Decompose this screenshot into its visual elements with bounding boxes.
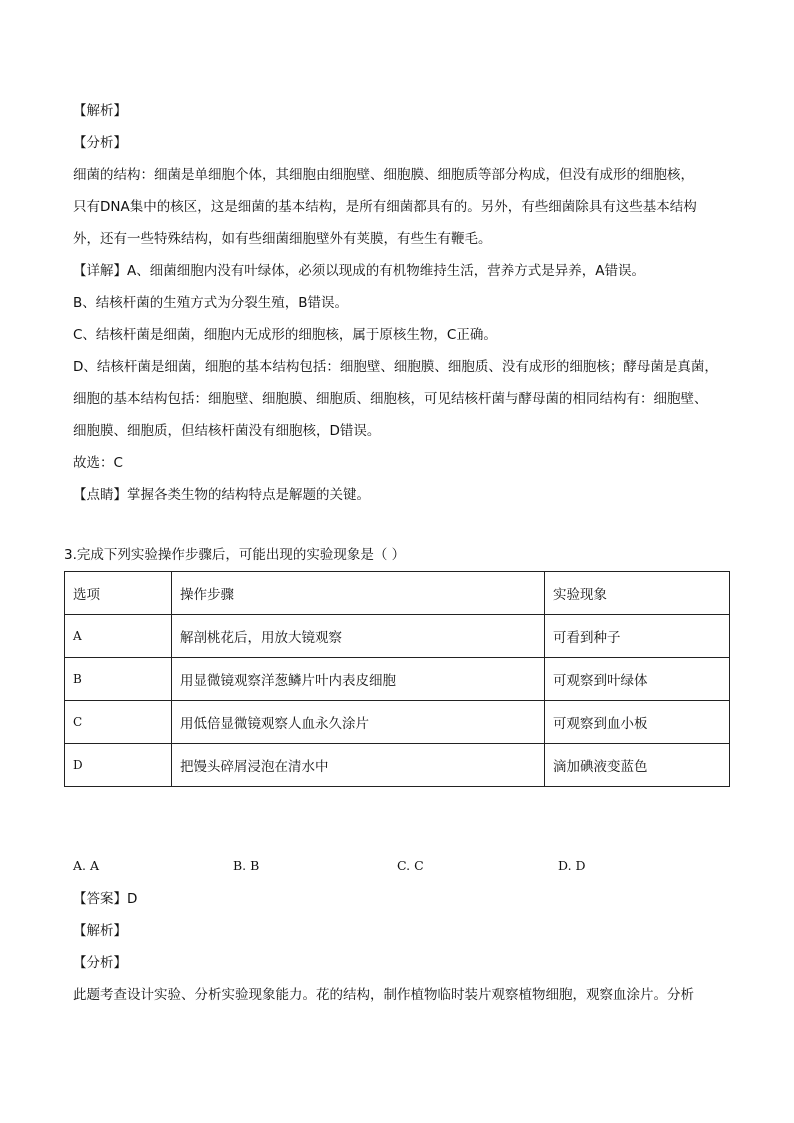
answer-option-c: C. C: [397, 858, 424, 873]
table-cell: 用显微镜观察洋葱鳞片叶内表皮细胞: [172, 658, 545, 701]
answer-option-d: D. D: [558, 858, 586, 873]
table-row: [65, 744, 730, 787]
analysis-paragraph-line: 外，还有一些特殊结构，如有些细菌细胞壁外有荚膜，有些生有鞭毛。: [73, 231, 492, 247]
section-fenxi-label: 【分析】: [73, 955, 127, 971]
answer-choice-line: 故选：C: [73, 455, 123, 471]
table-cell: 解剖桃花后，用放大镜观察: [172, 615, 545, 658]
question-stem: 3.完成下列实验操作步骤后，可能出现的实验现象是（ ）: [64, 547, 406, 563]
key-point-line: 【点睛】掌握各类生物的结构特点是解题的关键。: [73, 487, 370, 503]
table-cell: 可看到种子: [545, 615, 730, 658]
table-cell: 可观察到血小板: [545, 701, 730, 744]
answer-option-a: A. A: [73, 858, 100, 873]
table-header-cell: 选项: [65, 572, 172, 615]
answer-option-b: B. B: [233, 858, 260, 873]
option-d-explanation-line: 细胞的基本结构包括：细胞壁、细胞膜、细胞质、细胞核，可见结核杆菌与酵母菌的相同结构有：细胞壁、: [73, 391, 708, 407]
option-d-explanation-line: 细胞膜、细胞质，但结核杆菌没有细胞核，D错误。: [73, 423, 381, 439]
experiment-table: [64, 571, 730, 787]
table-cell: 用低倍显微镜观察人血永久涂片: [172, 701, 545, 744]
table-row: [65, 701, 730, 744]
table-header-cell: 操作步骤: [172, 572, 545, 615]
analysis-paragraph-line: 此题考查设计实验、分析实验现象能力。花的结构，制作植物临时装片观察植物细胞，观察血涂片。分析: [73, 987, 694, 1003]
analysis-paragraph-line: 只有DNA集中的核区，这是细菌的基本结构，是所有细菌都具有的。另外，有些细菌除具有这些基本结构: [73, 199, 697, 215]
detailed-explanation-line: 【详解】A、细菌细胞内没有叶绿体，必须以现成的有机物维持生活，营养方式是异养，A错误。: [73, 263, 645, 279]
table-cell: A: [65, 615, 172, 658]
table-cell: 滴加碘液变蓝色: [545, 744, 730, 787]
table-cell: 可观察到叶绿体: [545, 658, 730, 701]
table-cell: C: [65, 701, 172, 744]
table-cell: D: [65, 744, 172, 787]
table-header-row: [65, 572, 730, 615]
section-jiexi-label: 【解析】: [73, 923, 127, 939]
table-header-cell: 实验现象: [545, 572, 730, 615]
section-jiexi-label: 【解析】: [73, 103, 127, 119]
table-row: [65, 658, 730, 701]
option-c-explanation: C、结核杆菌是细菌，细胞内无成形的细胞核，属于原核生物，C正确。: [73, 327, 497, 343]
table-cell: 把馒头碎屑浸泡在清水中: [172, 744, 545, 787]
table-row: [65, 615, 730, 658]
table-cell: B: [65, 658, 172, 701]
option-b-explanation: B、结核杆菌的生殖方式为分裂生殖，B错误。: [73, 295, 349, 311]
answer-label: 【答案】D: [73, 891, 138, 907]
option-d-explanation-line: D、结核杆菌是细菌，细胞的基本结构包括：细胞壁、细胞膜、细胞质、没有成形的细胞核；酵母菌是真菌，: [73, 359, 718, 375]
section-fenxi-label: 【分析】: [73, 135, 127, 151]
analysis-paragraph-line: 细菌的结构：细菌是单细胞个体，其细胞由细胞壁、细胞膜、细胞质等部分构成，但没有成形的细胞核，: [73, 167, 694, 183]
